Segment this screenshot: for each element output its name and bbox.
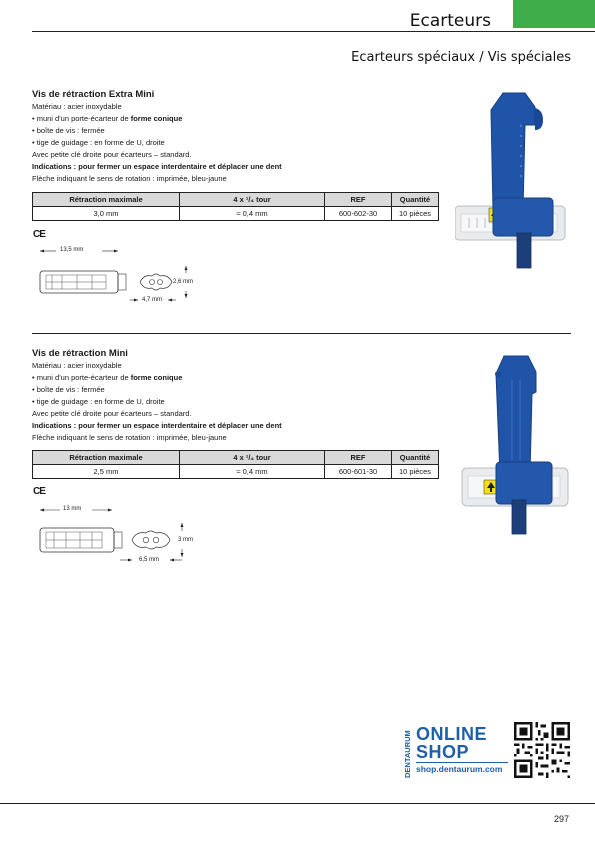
product-image-mini bbox=[460, 350, 575, 535]
dim-height: 2,6 mm bbox=[173, 279, 194, 285]
technical-drawing-mini bbox=[32, 503, 202, 569]
dim-height: 3 mm bbox=[178, 537, 193, 543]
table-cell: ≈ 0,4 mm bbox=[180, 207, 325, 221]
section-divider bbox=[32, 333, 571, 334]
table-cell: 3,0 mm bbox=[33, 207, 180, 221]
dim-width: 6,5 mm bbox=[139, 557, 160, 563]
table-header-row bbox=[33, 451, 439, 465]
col-header: Quantité bbox=[392, 193, 439, 207]
desc-line: Matériau : acier inoxydable bbox=[32, 361, 122, 370]
shop-underline bbox=[416, 762, 508, 763]
desc-line: Flèche indiquant le sens de rotation : imprimée, bleu-jaune bbox=[32, 174, 227, 183]
online-shop-heading: SHOP bbox=[416, 742, 470, 762]
product-title: Vis de rétraction Extra Mini bbox=[32, 89, 155, 100]
product-section-mini bbox=[32, 348, 442, 444]
col-header: 4 x ¹/₄ tour bbox=[180, 193, 325, 207]
table-row bbox=[33, 465, 439, 479]
desc-line: • tige de guidage : en forme de U, droite bbox=[32, 138, 165, 147]
page-number: 297 bbox=[553, 814, 569, 824]
spec-table bbox=[32, 192, 439, 221]
table-cell: 10 pièces bbox=[392, 207, 439, 221]
desc-line: Avec petite clé droite pour écarteurs – standard. bbox=[32, 409, 192, 418]
table-cell: ≈ 0,4 mm bbox=[180, 465, 325, 479]
dim-length: 13 mm bbox=[63, 506, 82, 512]
desc-line: • boîte de vis : fermée bbox=[32, 385, 105, 394]
table-cell: 2,5 mm bbox=[33, 465, 180, 479]
svg-text:DENTAURUM: DENTAURUM bbox=[403, 730, 412, 778]
col-header: 4 x ¹/₄ tour bbox=[180, 451, 325, 465]
desc-line: Indications : pour fermer un espace interdentaire et déplacer une dent bbox=[32, 421, 282, 430]
section-color-tab bbox=[513, 0, 595, 28]
dim-width: 4,7 mm bbox=[142, 297, 163, 303]
desc-line: Indications : pour fermer un espace interdentaire et déplacer une dent bbox=[32, 162, 282, 171]
technical-drawing-extra-mini bbox=[32, 244, 202, 310]
table-cell: 10 pièces bbox=[392, 465, 439, 479]
ce-mark: CE bbox=[33, 229, 45, 240]
product-section-extra-mini bbox=[32, 89, 442, 185]
col-header: Rétraction maximale bbox=[33, 451, 180, 465]
desc-line: • muni d'un porte-écarteur de forme conique bbox=[32, 373, 183, 382]
table-cell: 600-602-30 bbox=[325, 207, 392, 221]
desc-line: Avec petite clé droite pour écarteurs – standard. bbox=[32, 150, 192, 159]
product-title: Vis de rétraction Mini bbox=[32, 348, 128, 359]
page-subtitle: Ecarteurs spéciaux / Vis spéciales bbox=[351, 50, 571, 65]
qr-code-icon[interactable] bbox=[514, 722, 570, 778]
header-rule bbox=[32, 31, 595, 32]
col-header: REF bbox=[325, 193, 392, 207]
dim-length: 13,5 mm bbox=[60, 247, 84, 253]
ce-mark: CE bbox=[33, 486, 45, 497]
col-header: REF bbox=[325, 451, 392, 465]
brand-logo-vertical bbox=[402, 722, 412, 778]
product-image-extra-mini bbox=[455, 88, 575, 273]
page-title: Ecarteurs bbox=[409, 11, 491, 31]
spec-table bbox=[32, 450, 439, 479]
col-header: Rétraction maximale bbox=[33, 193, 180, 207]
col-header: Quantité bbox=[392, 451, 439, 465]
desc-line: • boîte de vis : fermée bbox=[32, 126, 105, 135]
table-cell: 600-601-30 bbox=[325, 465, 392, 479]
desc-line: • muni d'un porte-écarteur de forme conique bbox=[32, 114, 183, 123]
desc-line: Flèche indiquant le sens de rotation : imprimée, bleu-jaune bbox=[32, 433, 227, 442]
footer-rule bbox=[0, 803, 595, 804]
table-header-row bbox=[33, 193, 439, 207]
shop-url-link[interactable]: shop.dentaurum.com bbox=[416, 764, 503, 774]
table-row bbox=[33, 207, 439, 221]
desc-line: Matériau : acier inoxydable bbox=[32, 102, 122, 111]
desc-line: • tige de guidage : en forme de U, droite bbox=[32, 397, 165, 406]
online-shop-heading: ONLINE bbox=[416, 724, 488, 744]
